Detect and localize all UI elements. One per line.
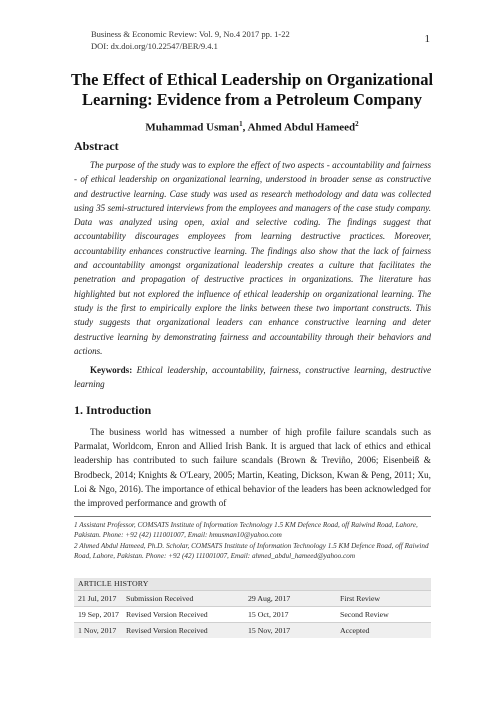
author-2-affiliation-mark: 2 [355, 120, 359, 128]
history-date: 19 Sep, 2017 [74, 607, 122, 623]
author-2: Ahmed Abdul Hameed [247, 121, 356, 134]
abstract-heading: Abstract [74, 139, 119, 153]
doi-line: DOI: dx.doi.org/10.22547/BER/9.4.1 [91, 41, 218, 51]
article-history-table [74, 590, 431, 638]
history-event: Submission Received [122, 591, 244, 607]
author-line [40, 120, 464, 134]
footnote-1: 1 Assistant Professor, COMSATS Institute of Information Technology 1.5 KM Defence Road, off Raiwind Road, Lahore, Pakistan. Phone: +92 (42) 111001007, Email: hmusman10@yahoo.com [74, 521, 418, 540]
history-date: 21 Jul, 2017 [74, 591, 122, 607]
author-1: Muhammad Usman [145, 121, 240, 134]
keywords [74, 364, 431, 391]
history-date: 15 Oct, 2017 [244, 607, 336, 623]
paper-title: The Effect of Ethical Leadership on Organizational Learning: Evidence from a Petroleum Company [70, 70, 434, 109]
footnote-divider [74, 516, 431, 517]
history-event: Revised Version Received [122, 623, 244, 639]
article-history [74, 578, 431, 638]
journal-header [91, 28, 290, 52]
author-1-affiliation-mark: 1 [239, 120, 243, 128]
keywords-text: Ethical leadership, accountability, fairness, constructive learning, destructive learning [74, 365, 431, 389]
page-number: 1 [424, 33, 430, 45]
section-heading: 1. Introduction [74, 403, 152, 417]
keywords-label: Keywords: [90, 365, 133, 375]
abstract-text: The purpose of the study was to explore the effect of two aspects - accountability and fairness - of ethical leadership on organizational learning, understood in broader sense as constructive and destructive learning. Case study was used as research methodology and data was collected using 35 semi-structured interviews from the employees and managers of the case study company. Data was analyzed using open, axial and selective coding. The findings suggest that accountability discourages employees from learning destructive practices. Moreover, accountability enhances constructive learning. The findings also show that the lack of fairness and accountability amongst organizational leadership creates a culture that facilitates the penetration and propagation of destructive practices in organizations. The literature has highlighted but not explored the influence of ethical leadership on organizational learning. The study is the first to empirically explore the links between these two important constructs. This study suggests that organizational leaders can enhance constructive learning and deter destructive learning by demonstrating fairness and accountability through their behaviors and actions. [74, 160, 431, 356]
footnote-2: 2 Ahmed Abdul Hameed, Ph.D. Scholar, COMSATS Institute of Information Technology 1.5 KM Defence Road, off Raiwind Road, Lahore, Pakistan. Phone: +92 (42) 111001007, Email: ahmed_abdul_hameed@yahoo.com [74, 541, 429, 560]
history-event: Second Review [336, 607, 431, 623]
journal-citation: Business & Economic Review: Vol. 9, No.4 2017 pp. 1-22 [91, 29, 290, 39]
history-event: First Review [336, 591, 431, 607]
history-date: 1 Nov, 2017 [74, 623, 122, 639]
history-date: 15 Nov, 2017 [244, 623, 336, 639]
author-separator: , [242, 121, 248, 134]
table-row [74, 623, 431, 639]
body-paragraph: The business world has witnessed a number of high profile failure scandals such as Parmalat, Worldcom, Enron and Allied Irish Bank. It is argued that lack of ethics and ethical leadership has contributed to such failure scandals (Brown & Treviño, 2006; Eisenbeiß & Brodbeck, 2014; Knights & O'Leary, 2005; Martin, Keating, Dickson, Kwan & Peng, 2011; Xu, Loi & Ngo, 2016). The importance of ethical behavior of the leaders has been acknowledged for the improved performance and growth of [74, 428, 431, 510]
footnotes [74, 520, 431, 561]
table-row [74, 591, 431, 607]
article-history-title: ARTICLE HISTORY [74, 578, 431, 590]
table-row [74, 607, 431, 623]
history-event: Revised Version Received [122, 607, 244, 623]
history-event: Accepted [336, 623, 431, 639]
history-date: 29 Aug, 2017 [244, 591, 336, 607]
